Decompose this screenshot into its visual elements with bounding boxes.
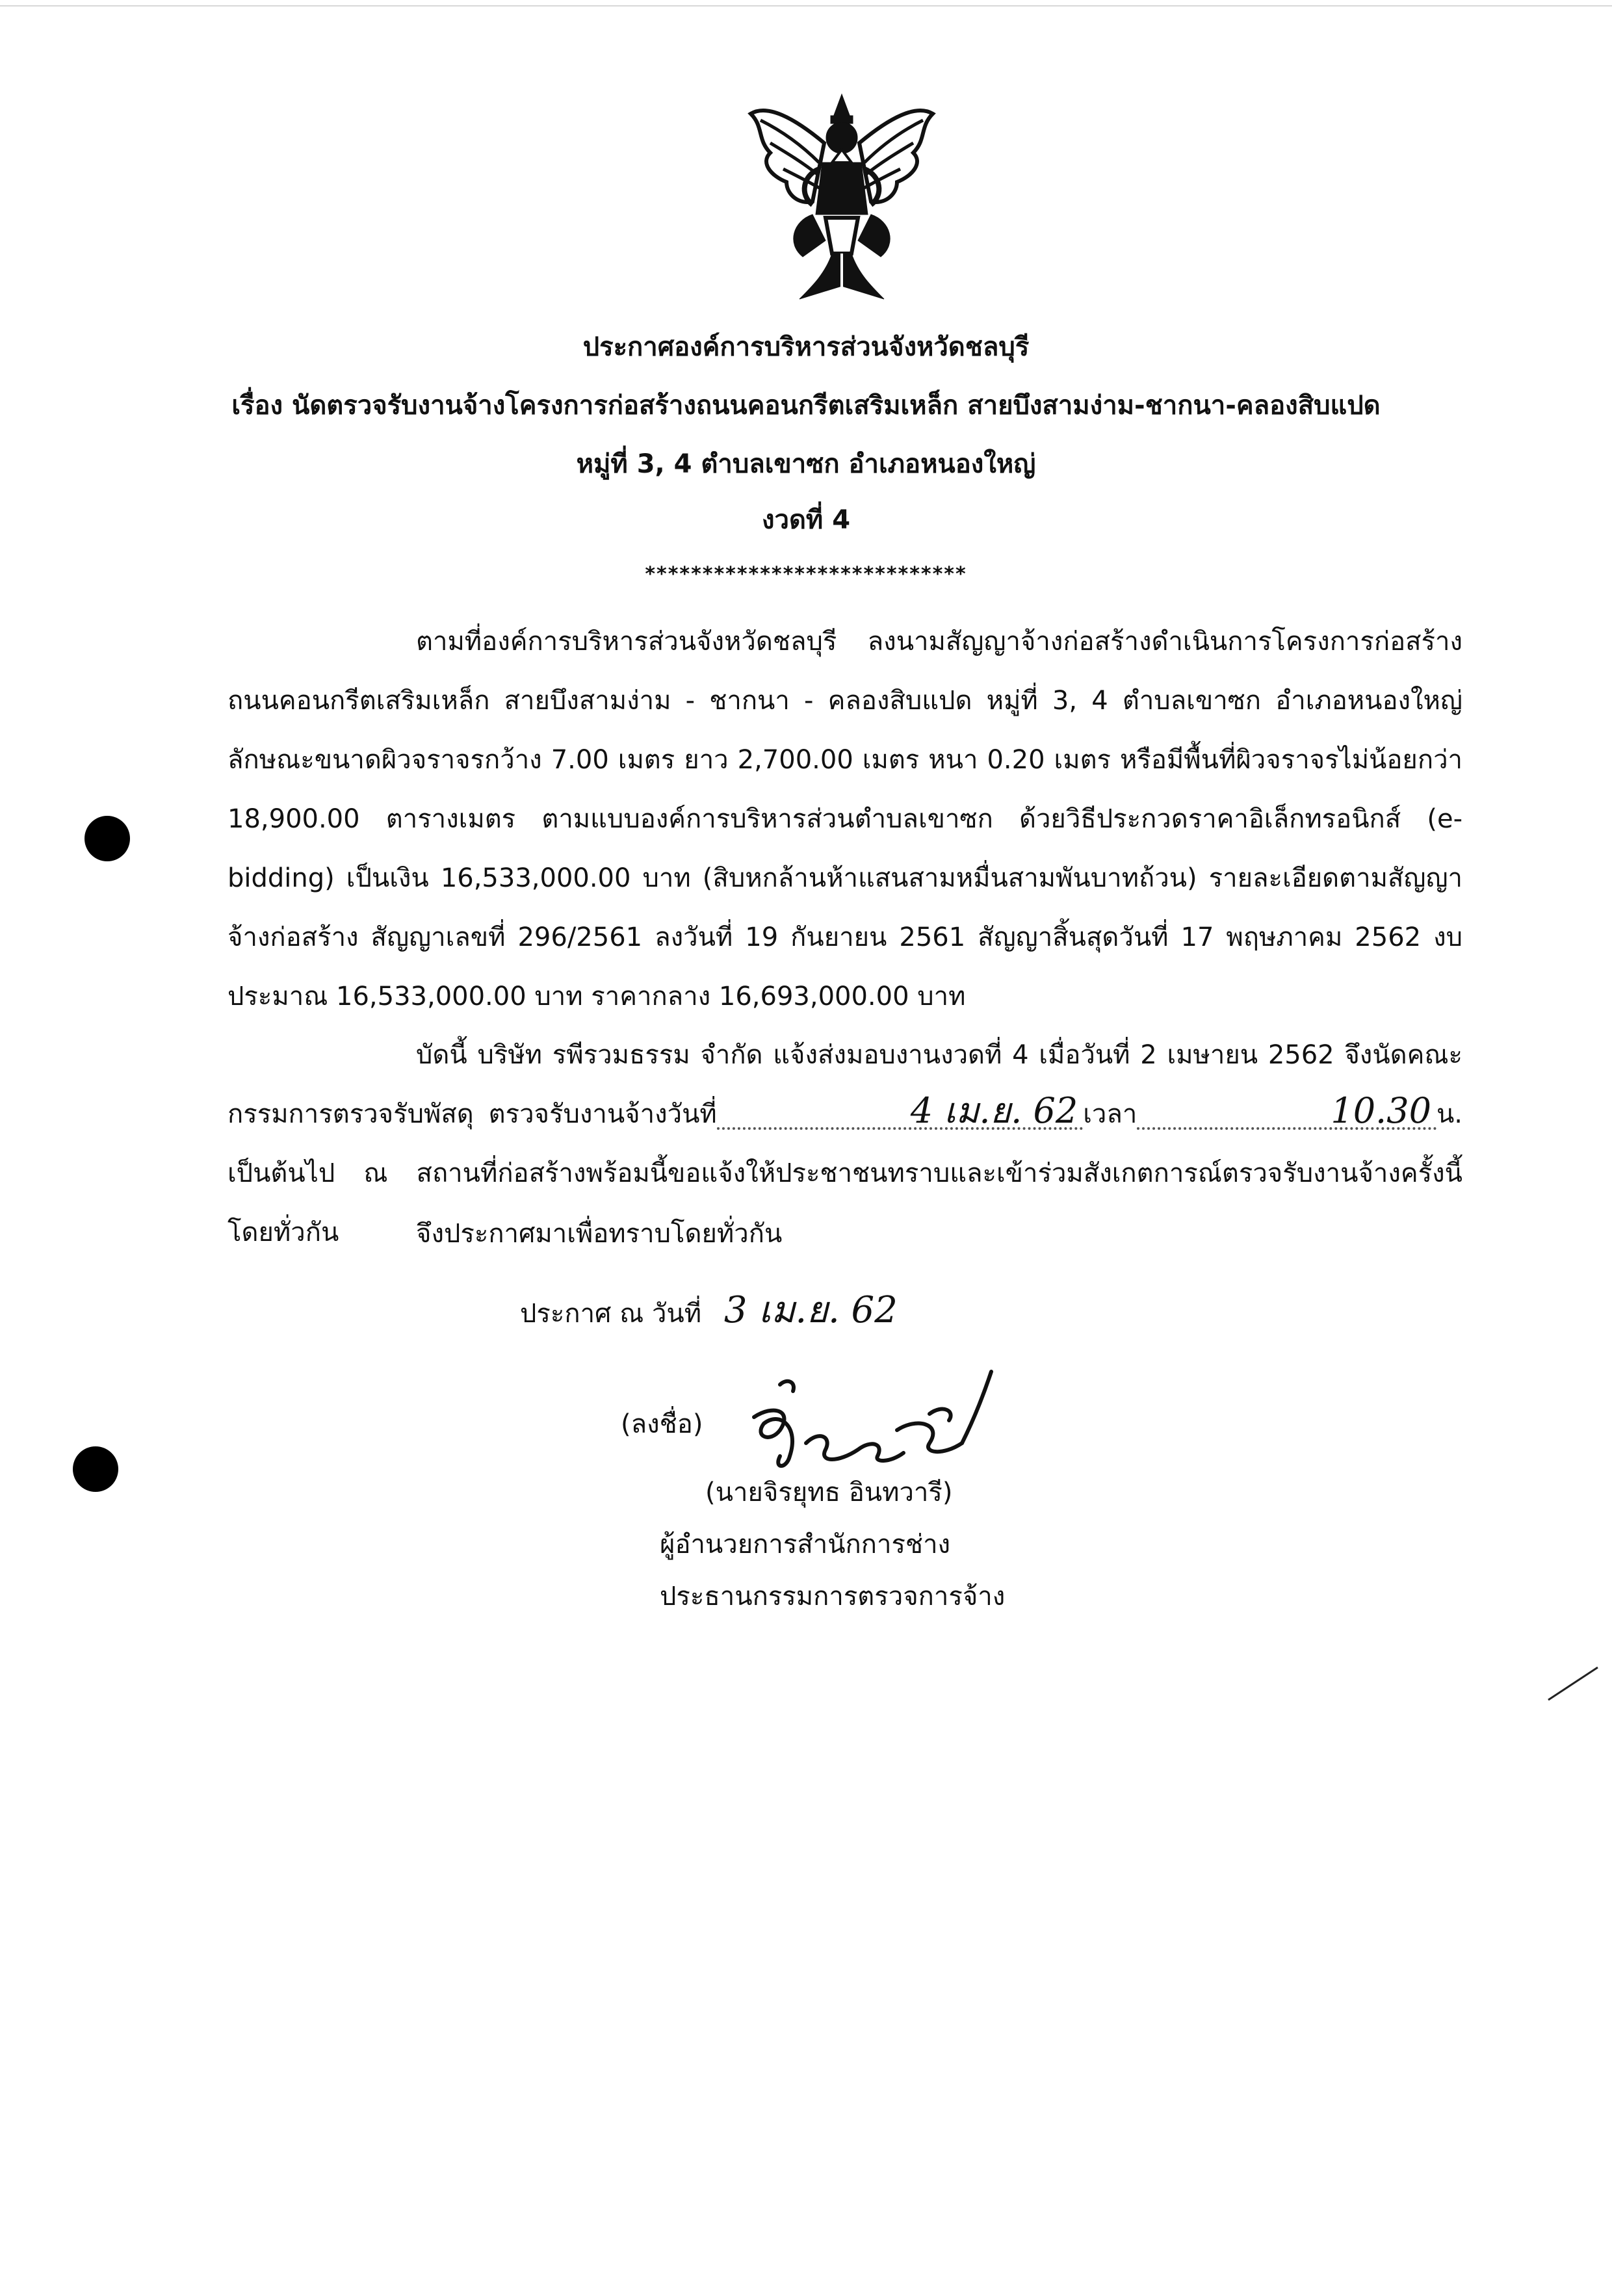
inspection-time-handwritten: 10.30 [1137,1095,1436,1130]
separator-stars: **************************** [645,563,967,586]
punch-hole-top [84,816,130,861]
installment-line: งวดที่ 4 [761,505,851,535]
paragraph-contract-details: ตามที่องค์การบริหารส่วนจังหวัดชลบุรี ลงนามสัญญาจ้างก่อสร้างดำเนินการโครงการก่อสร้างถนนคอนกรีตเสริมเหล็ก สายบึงสามง่าม - ชากนา - คลองสิบแปด หมู่ที่ 3, 4 ตำบลเขาซก อำเภอหนองใหญ่ ลักษณะขนาดผิวจราจรกว้าง 7.00 เมตร ยาว 2,700.00 เมตร หนา 0.20 เมตร หรือมีพื้นที่ผิวจราจรไม่น้อยกว่า 18,900.00 ตารางเมตร ตามแบบองค์การบริหารส่วนตำบลเขาซก ด้วยวิธีประกวดราคาอิเล็กทรอนิกส์ (e-bidding) เป็นเงิน 16,533,000.00 บาท (สิบหกล้านห้าแสนสามหมื่นสามพันบาทถ้วน) รายละเอียดตามสัญญาจ้างก่อสร้าง สัญญาเลขที่ 296/2561 ลงวันที่ 19 กันยายน 2561 สัญญาสิ้นสุดวันที่ 17 พฤษภาคม 2562 งบประมาณ 16,533,000.00 บาท ราคากลาง 16,693,000.00 บาท [228,627,1463,1011]
inspection-date-handwritten: 4 เม.ย. 62 [717,1095,1083,1130]
signatory-position: ผู้อำนวยการสำนักการช่าง [660,1530,951,1559]
paragraph-inspection-notice [228,1026,1462,1262]
signatory-name: (นายจิรยุทธ อินทวารี) [705,1478,953,1507]
punch-hole-bottom [73,1446,118,1492]
inspection-intro-text: บัดนี้ บริษัท รพีรวมธรรม จำกัด แจ้งส่งมอบงานงวดที่ 4 เมื่อวันที่ 2 เมษายน 2562 จึงนัดคณะกรรมการตรวจรับพัสดุ ตรวจรับงานจ้างวันที่ [228,1040,1462,1129]
handwritten-signature [734,1365,1014,1482]
time-label: เวลา [1083,1099,1138,1129]
announcement-heading: ประกาศองค์การบริหารส่วนจังหวัดชลบุรี [582,332,1030,362]
committee-position: ประธานกรรมการตรวจการจ้าง [660,1582,1006,1611]
signature-label: (ลงชื่อ) [621,1409,703,1439]
stray-pen-mark [1547,1664,1599,1703]
announcement-date-handwritten: 3 เม.ย. 62 [723,1289,898,1331]
inspection-outro-text: น. เป็นต้นไป ณ สถานที่ก่อสร้างพร้อมนี้ขอแจ้งให้ประชาชนทราบและเข้าร่วมสังเกตการณ์ตรวจรับงานจ้างครั้งนี้โดยทั่วกัน [228,1099,1462,1247]
subject-line: เรื่อง นัดตรวจรับงานจ้างโครงการก่อสร้างถนนคอนกรีตเสริมเหล็ก สายบึงสามง่าม-ชากนา-คลองสิบแปด [231,391,1381,421]
announcement-date-row [520,1289,898,1331]
announcement-date-label: ประกาศ ณ วันที่ [520,1299,702,1329]
garuda-emblem-icon [748,91,936,306]
scan-edge-line [0,5,1612,7]
location-line: หมู่ที่ 3, 4 ตำบลเขาซก อำเภอหนองใหญ่ [576,449,1036,479]
closing-statement: จึงประกาศมาเพื่อทราบโดยทั่วกัน [416,1219,783,1249]
